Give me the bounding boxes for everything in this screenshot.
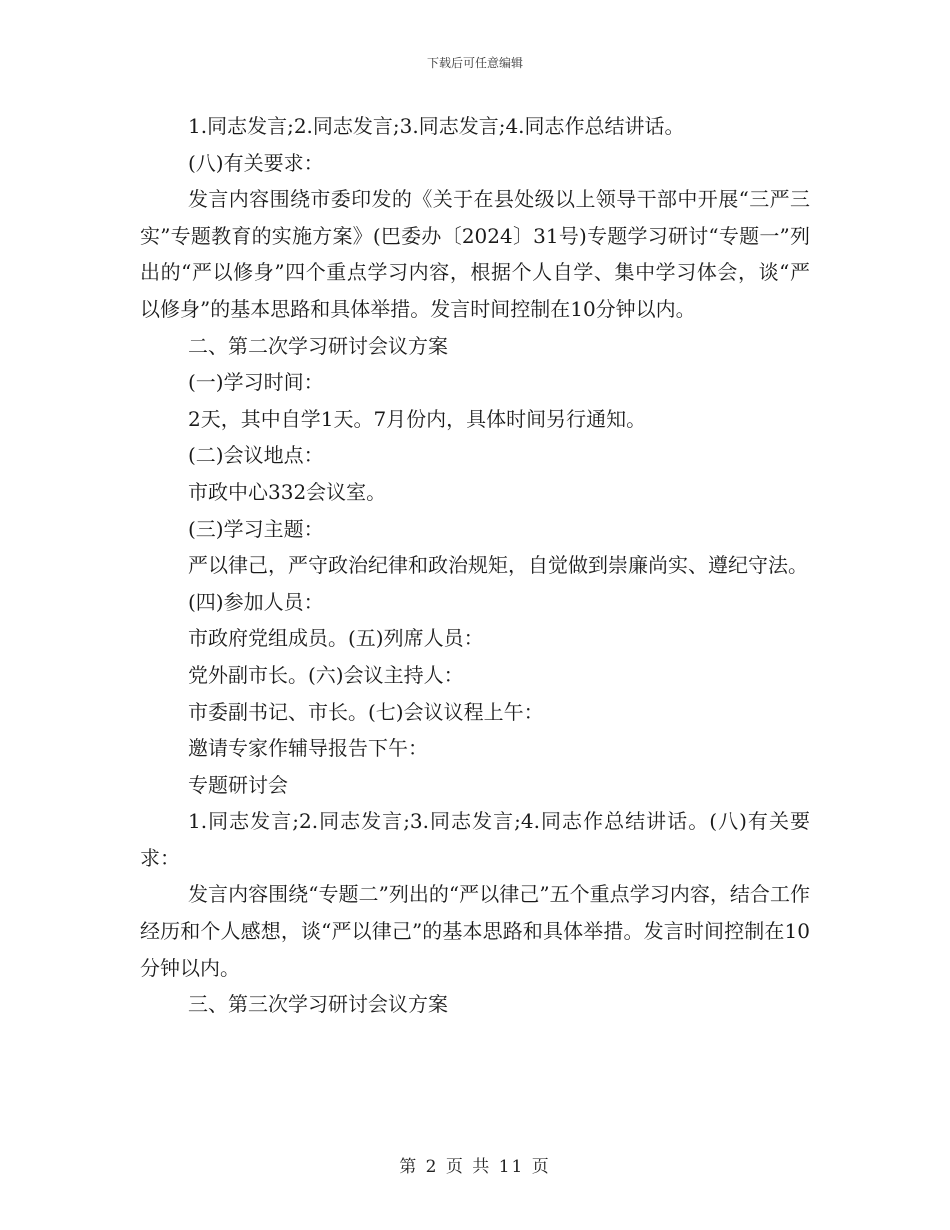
- paragraph: 市委副书记、市长。(七)会议议程上午：: [188, 699, 544, 724]
- section-heading: 三、第三次学习研讨会议方案: [188, 992, 448, 1017]
- paragraph: (四)参加人员：: [188, 589, 324, 614]
- paragraph: 市政府党组成员。(五)列席人员：: [188, 626, 484, 651]
- section-heading: 二、第二次学习研讨会议方案: [188, 333, 448, 358]
- paragraph: 市政中心332会议室。: [188, 479, 387, 504]
- paragraph: 发言内容围绕“专题二”列出的“严以律己”五个重点学习内容，结合工作经历和个人感想，谈“严以律己”的基本思路和具体举措。发言时间控制在10分钟以内。: [140, 882, 810, 980]
- page-footer: 第 2 页 共 11 页: [399, 1157, 551, 1177]
- page-header: 下载后可任意编辑: [426, 56, 523, 70]
- paragraph: 发言内容围绕市委印发的《关于在县处级以上领导干部中开展“三严三实”专题教育的实施方案》(巴委办〔2024〕31号)专题学习研讨“专题一”列出的“严以修身”四个重点学习内容，根据个人自学、集中学习体会，谈“严以修身”的基本思路和具体举措。发言时间控制在10分钟以内。: [140, 187, 810, 321]
- document-body: [140, 108, 810, 1023]
- paragraph: 专题研讨会: [188, 772, 288, 797]
- paragraph: 2天，其中自学1天。7月份内，具体时间另行通知。: [188, 406, 647, 431]
- paragraph: 严以律己，严守政治纪律和政治规矩，自觉做到崇廉尚实、遵纪守法。: [188, 553, 808, 578]
- paragraph: 1.同志发言;2.同志发言;3.同志发言;4.同志作总结讲话。(八)有关要求：: [140, 809, 810, 870]
- paragraph: (八)有关要求：: [188, 150, 324, 175]
- paragraph: (二)会议地点：: [188, 443, 324, 468]
- paragraph: (一)学习时间：: [188, 370, 324, 395]
- paragraph: 1.同志发言;2.同志发言;3.同志发言;4.同志作总结讲话。: [188, 114, 685, 138]
- paragraph: 党外副市长。(六)会议主持人：: [188, 662, 464, 687]
- paragraph: (三)学习主题：: [188, 516, 324, 541]
- paragraph: 邀请专家作辅导报告下午：: [188, 736, 428, 761]
